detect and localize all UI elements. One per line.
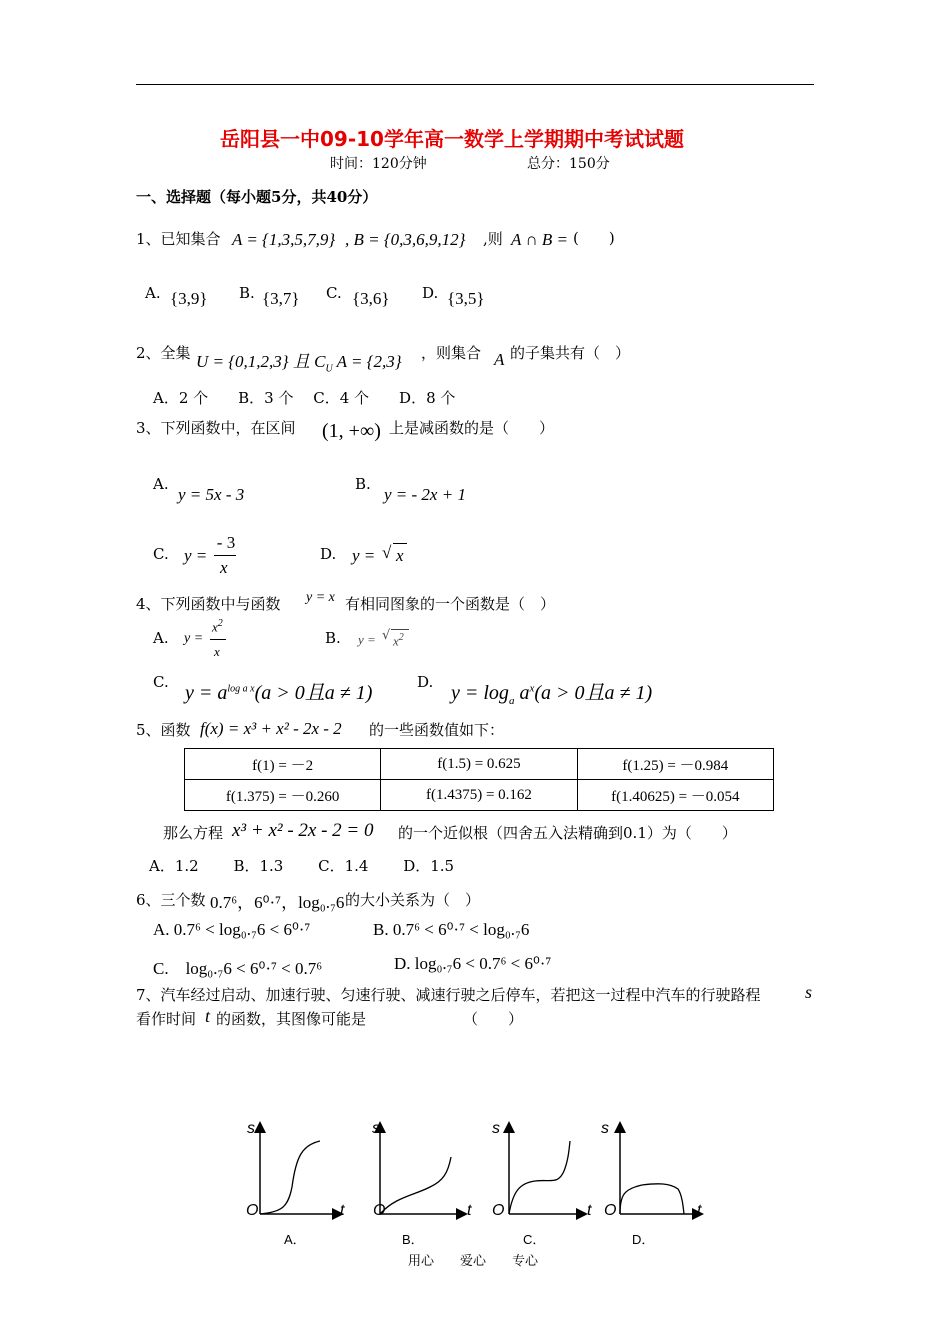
- q1-expr: A ∩ B =: [511, 230, 568, 249]
- q3-b-expr: y = - 2x + 1: [384, 485, 466, 504]
- table-cell: f(1.40625) = －0.054: [577, 780, 773, 811]
- q7-line2-a: 看作时间: [136, 1010, 197, 1028]
- graph-c-label: C．: [523, 1232, 546, 1247]
- q1-prefix: 1、已知集合: [136, 230, 221, 248]
- q3-c-label: C.: [153, 545, 169, 563]
- q4-a-fraction-bar: [210, 639, 226, 640]
- q6-nums: 0.7⁶，6⁰·⁷，log₀.₇6: [210, 893, 345, 912]
- table-cell: f(1) = －2: [185, 749, 381, 780]
- top-rule: [136, 84, 814, 85]
- q4-a-lhs: y =: [184, 631, 204, 646]
- graph-b-ylabel: s: [372, 1120, 380, 1137]
- q6-opt-d: D. log₀.₇6 < 0.7⁶ < 6⁰·⁷: [394, 954, 552, 973]
- q3-b-label: B.: [355, 475, 371, 493]
- q1-opt-d-label: D.: [422, 284, 439, 302]
- sqrt-icon: √: [382, 543, 392, 562]
- q4-a-den: x: [214, 644, 220, 659]
- sqrt-icon: √: [382, 628, 391, 643]
- graph-b-origin: O: [373, 1202, 386, 1219]
- q3-d-label: D.: [320, 545, 337, 563]
- q3-prefix: 3、下列函数中，在区间: [136, 419, 296, 437]
- page-footer: 用心 爱心 专心: [408, 1254, 539, 1269]
- q1-then: ,则: [483, 230, 503, 248]
- exam-time: 时间：120分钟: [330, 156, 427, 172]
- graph-a-xlabel: t: [340, 1202, 345, 1219]
- q3-c-lhs: y =: [184, 546, 208, 565]
- page-title: 岳阳县一中09-10学年高一数学上学期期中考试试题: [220, 127, 684, 151]
- curve-d: [620, 1184, 684, 1214]
- graph-c-ylabel: s: [492, 1120, 500, 1137]
- q4-b-label: B.: [325, 629, 341, 647]
- exam-total: 总分：150分: [527, 156, 610, 172]
- q3-interval: (1, +∞): [322, 420, 381, 442]
- q6-opt-a: A. 0.7⁶ < log₀.₇6 < 6⁰·⁷: [153, 920, 311, 939]
- q6-suffix: 的大小关系为（ ）: [345, 891, 481, 909]
- sqrt-bar: [391, 629, 409, 630]
- section-heading: 一、选择题（每小题5分，共40分）: [136, 188, 378, 206]
- q1-paren: ( ): [573, 229, 615, 247]
- q6-prefix: 6、三个数: [136, 891, 206, 909]
- q3-a-label: A.: [153, 475, 169, 493]
- graph-c-xlabel: t: [587, 1202, 592, 1219]
- q1-opt-b-label: B.: [239, 284, 255, 302]
- q7-line1: 7、汽车经过启动、加速行驶、匀速行驶、减速行驶之后停车，若把这一过程中汽车的行驶路程: [136, 986, 761, 1004]
- q5-equation: x³ + x² - 2x - 2 = 0: [232, 820, 374, 841]
- graph-d-label: D．: [632, 1232, 655, 1247]
- q5-prefix: 5、函数: [136, 721, 191, 739]
- q3-a-expr: y = 5x - 3: [178, 485, 245, 504]
- q6-opt-b: B. 0.7⁶ < 6⁰·⁷ < log₀.₇6: [373, 920, 530, 939]
- q1-set-a: A = {1,3,5,7,9}: [232, 230, 336, 249]
- table-row: [185, 749, 774, 780]
- q4-prefix: 4、下列函数中与函数: [136, 595, 281, 613]
- q4-b-lhs: y =: [358, 632, 376, 647]
- graph-a: [260, 1127, 338, 1214]
- q1-opt-d: {3,5}: [447, 289, 485, 308]
- q6-opt-c: C. log₀.₇6 < 6⁰·⁷ < 0.7⁶: [153, 959, 323, 978]
- q3-d-lhs: y =: [352, 546, 376, 565]
- graph-a-ylabel: s: [247, 1120, 255, 1137]
- q5-fn: f(x) = x³ + x² - 2x - 2: [200, 719, 342, 738]
- q1-opt-c-label: C.: [326, 284, 342, 302]
- curve-b: [380, 1157, 451, 1214]
- graph-b-label: B．: [402, 1232, 424, 1247]
- q2-prefix: 2、全集: [136, 344, 191, 362]
- q3-d-rad: x: [396, 546, 404, 565]
- q4-fn: y = x: [306, 590, 335, 605]
- q4-d-label: D.: [417, 673, 434, 691]
- graph-c-origin: O: [492, 1202, 505, 1219]
- q5-suffix: 的一些函数值如下：: [369, 721, 505, 739]
- q3-c-den: x: [220, 558, 228, 577]
- q4-a-num: $x^2$: [212, 618, 223, 635]
- table-row: [185, 780, 774, 811]
- q5-options: A．1.2 B．1.3 C．1.4 D．1.5: [149, 857, 455, 875]
- q4-c-expr: $y = a^{log a x}(a > 0$且a ≠ 1): [185, 682, 373, 704]
- graph-d-origin: O: [604, 1202, 617, 1219]
- q3-c-fraction-bar: [214, 555, 236, 556]
- q4-suffix: 有相同图象的一个函数是（ ）: [345, 595, 556, 613]
- table-cell: f(1.4375) = 0.162: [381, 780, 577, 811]
- q2-expr: U = {0,1,2,3} 且 $C_U$ A = {2,3}: [196, 352, 402, 375]
- q4-d-expr: $y = \log_a a^x(a > 0$且a ≠ 1): [451, 682, 653, 707]
- q7-var-s: s: [805, 982, 813, 1002]
- q2-options: A．2 个 B．3 个 C．4 个 D．8 个: [153, 389, 456, 407]
- graph-b-xlabel: t: [467, 1202, 472, 1219]
- graph-d-ylabel: s: [601, 1120, 609, 1137]
- q1-opt-a: {3,9}: [170, 289, 208, 308]
- table-cell: f(1.25) = －0.984: [577, 749, 773, 780]
- table-cell: f(1.5) = 0.625: [381, 749, 577, 780]
- q2-mid: ，则集合: [421, 344, 482, 362]
- function-value-table: [184, 748, 774, 811]
- graph-a-label: A．: [284, 1232, 306, 1247]
- q7-line2-b: 的函数，其图像可能是: [216, 1010, 367, 1028]
- table-cell: f(1.375) = －0.260: [185, 780, 381, 811]
- q1-set-b: , B = {0,3,6,9,12}: [345, 230, 466, 249]
- graph-a-origin: O: [246, 1202, 259, 1219]
- curve-c: [509, 1141, 570, 1214]
- q4-a-label: A.: [153, 629, 169, 647]
- graph-d: [620, 1127, 698, 1214]
- graph-c: [509, 1127, 582, 1214]
- q1-opt-c: {3,6}: [352, 289, 390, 308]
- q3-c-num: - 3: [216, 533, 236, 552]
- q3-suffix: 上是减函数的是（ ）: [389, 419, 555, 437]
- q1-opt-b: {3,7}: [262, 289, 300, 308]
- curve-a: [260, 1141, 320, 1214]
- graph-b: [380, 1127, 462, 1214]
- q4-b-rad: $x^2$: [393, 632, 404, 649]
- sqrt-bar: [393, 543, 407, 544]
- q5-line2-suffix: 的一个近似根（四舍五入法精确到0.1）为（ ）: [398, 824, 737, 842]
- q2-suffix: 的子集共有（ ）: [510, 344, 631, 362]
- q7-var-t: t: [205, 1006, 211, 1026]
- q2-var: A: [494, 350, 505, 369]
- q1-opt-a-label: A.: [145, 284, 161, 302]
- q4-c-label: C.: [153, 673, 169, 691]
- q5-line2-prefix: 那么方程: [163, 824, 224, 842]
- graph-d-xlabel: t: [697, 1202, 702, 1219]
- q7-paren: （ ）: [463, 1010, 524, 1028]
